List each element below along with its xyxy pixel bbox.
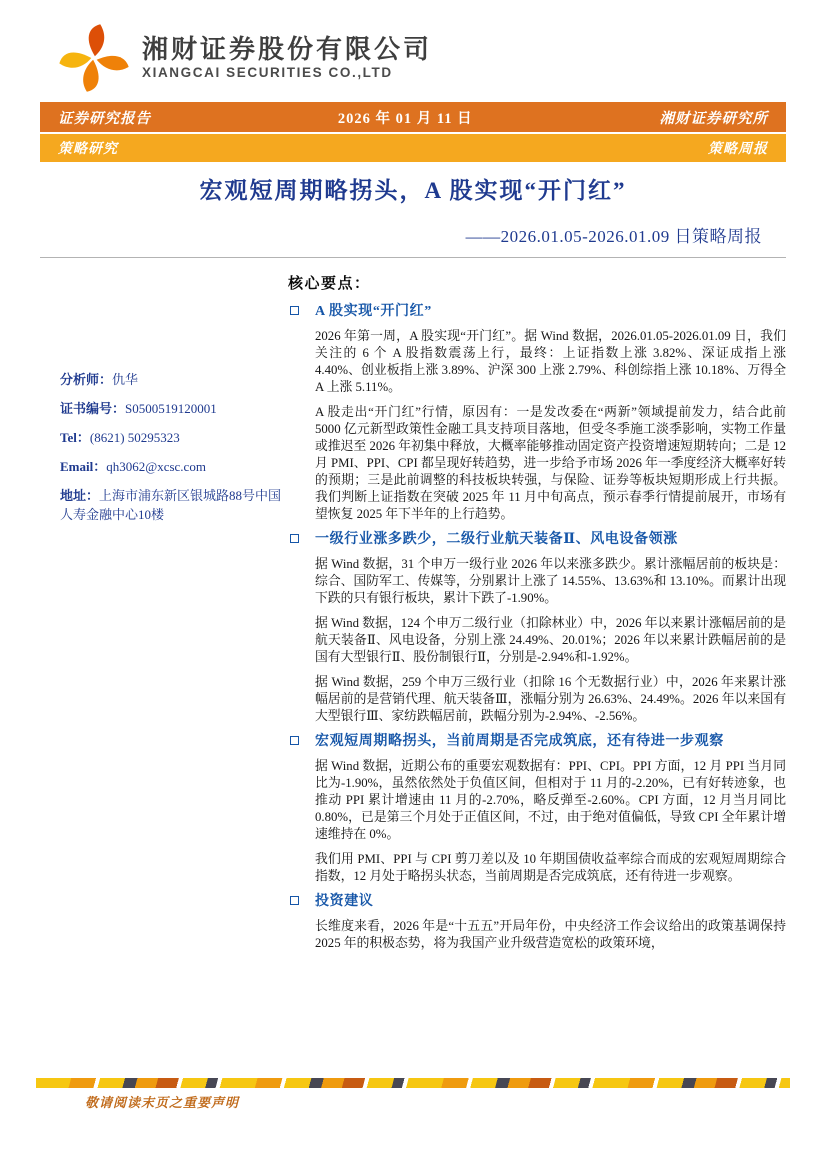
report-section bbox=[288, 733, 786, 885]
company-logo-icon bbox=[54, 22, 134, 94]
analyst-info-row bbox=[60, 486, 288, 524]
analyst-info-value: S0500519120001 bbox=[125, 401, 217, 416]
section-heading-text: 投资建议 bbox=[315, 894, 374, 909]
report-type-bar bbox=[40, 102, 786, 132]
analyst-info-label: Tel： bbox=[60, 430, 90, 445]
report-type-label: 证券研究报告 bbox=[58, 110, 151, 127]
title-divider bbox=[40, 257, 786, 258]
analyst-info-row bbox=[60, 399, 288, 418]
core-points-sections bbox=[288, 303, 786, 952]
report-date: 2026 年 01 月 11 日 bbox=[337, 110, 473, 127]
report-section bbox=[288, 893, 786, 952]
report-section bbox=[288, 303, 786, 523]
section-paragraph: 长维度来看，2026 年是“十五五”开局年份，中央经济工作会议给出的政策基调保持 2025 年的积极态势，将为我国产业升级营造宽松的政策环境， bbox=[315, 919, 786, 950]
page-subtitle: ——2026.01.05-2026.01.09 日策略周报 bbox=[465, 227, 762, 246]
section-paragraph: 2026 年第一周，A 股实现“开门红”。据 Wind 数据，2026.01.05-2026.01.09 日，我们关注的 6 个 A 股指数震荡上行，最终：上证指数上涨 3.82%、深证成指上涨 4.40%、创业板指上涨 3.89%、沪深 300 上涨 2.79%、科创综指上涨 10.18%、万得全 A 上涨 5.11%。 bbox=[315, 329, 786, 394]
main-column bbox=[288, 272, 786, 960]
section-paragraph: 据 Wind 数据，近期公布的重要宏观数据有：PPI、CPI。PPI 方面，12 月 PPI 当月同比为-1.90%，虽然依然处于负值区间，但相对于 11 月的-2.20%，已有好转迹象，也推动 PPI 累计增速由 11 月的-2.70%，略反弹至-2.60%。CPI 方面，12 月当月同比 0.80%，已是第三个月处于正值区间，不过，由于绝对值偏低，导致 CPI 全年累计增速维持在 0%。 bbox=[315, 759, 786, 841]
core-points-heading: 核心要点： bbox=[288, 276, 371, 292]
category-label: 策略研究 bbox=[58, 142, 118, 157]
analyst-info-value: 上海市浦东新区银城路88号中国人寿金融中心10楼 bbox=[60, 488, 282, 522]
section-paragraph: A 股走出“开门红”行情，原因有：一是发改委在“两新”领域提前发力，结合此前 5000 亿元新型政策性金融工具支持项目落地，但受冬季施工淡季影响，实物工作量或推迟至 2026 年初集中释放，大概率能够推动固定资产投资增速短期转向；二是 12 月 PMI、PPI、CPI 都呈现好转趋势，进一步给予市场 2026 年一季度经济大概率好转的预期；三是此前调整的科技板块转强，与保险、证券等板块短期形成上行共振。我们判断上证指数在突破 2025 年 11 月中旬高点，预示春季行情提前展开，市场有望恢复 2025 年下半年的上行趋势。 bbox=[315, 405, 786, 521]
square-bullet-icon bbox=[290, 896, 299, 905]
square-bullet-icon bbox=[290, 534, 299, 543]
institute-name: 湘财证券研究所 bbox=[659, 110, 768, 127]
footer-disclaimer: 敬请阅读末页之重要声明 bbox=[85, 1095, 240, 1110]
section-heading-text: A 股实现“开门红” bbox=[315, 304, 432, 319]
analyst-info-label: 分析师： bbox=[60, 372, 113, 387]
section-heading bbox=[288, 303, 786, 321]
series-label: 策略周报 bbox=[708, 142, 768, 157]
section-paragraph: 据 Wind 数据，31 个申万一级行业 2026 年以来涨多跌少。累计涨幅居前的板块是：综合、国防军工、传媒等，分别累计上涨了 14.55%、13.63%和 13.10%。而累计出现下跌的只有银行板块，累计下跌了-1.90%。 bbox=[315, 557, 786, 605]
section-paragraph: 我们用 PMI、PPI 与 CPI 剪刀差以及 10 年期国债收益率综合而成的宏观短周期综合指数，12 月处于略拐头状态，当前周期是否完成筑底，还有待进一步观察。 bbox=[315, 852, 786, 883]
analyst-info-value: qh3062@xcsc.com bbox=[106, 459, 206, 474]
analyst-info-value: 仇华 bbox=[112, 372, 139, 387]
section-heading bbox=[288, 531, 786, 549]
section-heading-text: 一级行业涨多跌少，二级行业航天装备Ⅱ、风电设备领涨 bbox=[315, 532, 678, 547]
section-heading bbox=[288, 733, 786, 751]
report-section bbox=[288, 531, 786, 725]
analyst-info-label: 证书编号： bbox=[60, 401, 126, 416]
analyst-info-row bbox=[60, 370, 288, 389]
analyst-info-label: Email： bbox=[60, 459, 107, 474]
section-paragraph: 据 Wind 数据，124 个申万二级行业（扣除林业）中，2026 年以来累计涨幅居前的是航天装备Ⅱ、风电设备，分别上涨 24.49%、20.01%；2026 年以来累计跌幅居前的是国有大型银行Ⅱ、股份制银行Ⅱ，分别是-2.94%和-1.92%。 bbox=[315, 616, 786, 664]
company-name-en: XIANGCAI SECURITIES CO.,LTD bbox=[142, 65, 393, 80]
section-paragraph: 据 Wind 数据，259 个申万三级行业（扣除 16 个无数据行业）中，2026 年来累计涨幅居前的是营销代理、航天装备Ⅲ，涨幅分别为 26.63%、24.49%。2026 年以来国有大型银行Ⅲ、家纺跌幅居前，跌幅分别为-2.94%、-2.56%。 bbox=[315, 675, 786, 723]
category-bar bbox=[40, 134, 786, 162]
analyst-info-panel bbox=[60, 272, 288, 960]
page-title: 宏观短周期略拐头，A 股实现“开门红” bbox=[199, 178, 627, 203]
analyst-info-row bbox=[60, 428, 288, 447]
company-name-block bbox=[142, 34, 432, 82]
analyst-info-value: (8621) 50295323 bbox=[89, 430, 180, 445]
square-bullet-icon bbox=[290, 306, 299, 315]
footer-stripe-decoration bbox=[36, 1078, 790, 1088]
analyst-info-label: 地址： bbox=[60, 488, 100, 503]
square-bullet-icon bbox=[290, 736, 299, 745]
section-heading-text: 宏观短周期略拐头，当前周期是否完成筑底，还有待进一步观察 bbox=[315, 734, 724, 749]
company-name-cn: 湘财证券股份有限公司 bbox=[142, 34, 433, 64]
analyst-info-row bbox=[60, 457, 288, 476]
content-area bbox=[60, 272, 786, 960]
brand-header bbox=[54, 22, 432, 94]
section-heading bbox=[288, 893, 786, 911]
